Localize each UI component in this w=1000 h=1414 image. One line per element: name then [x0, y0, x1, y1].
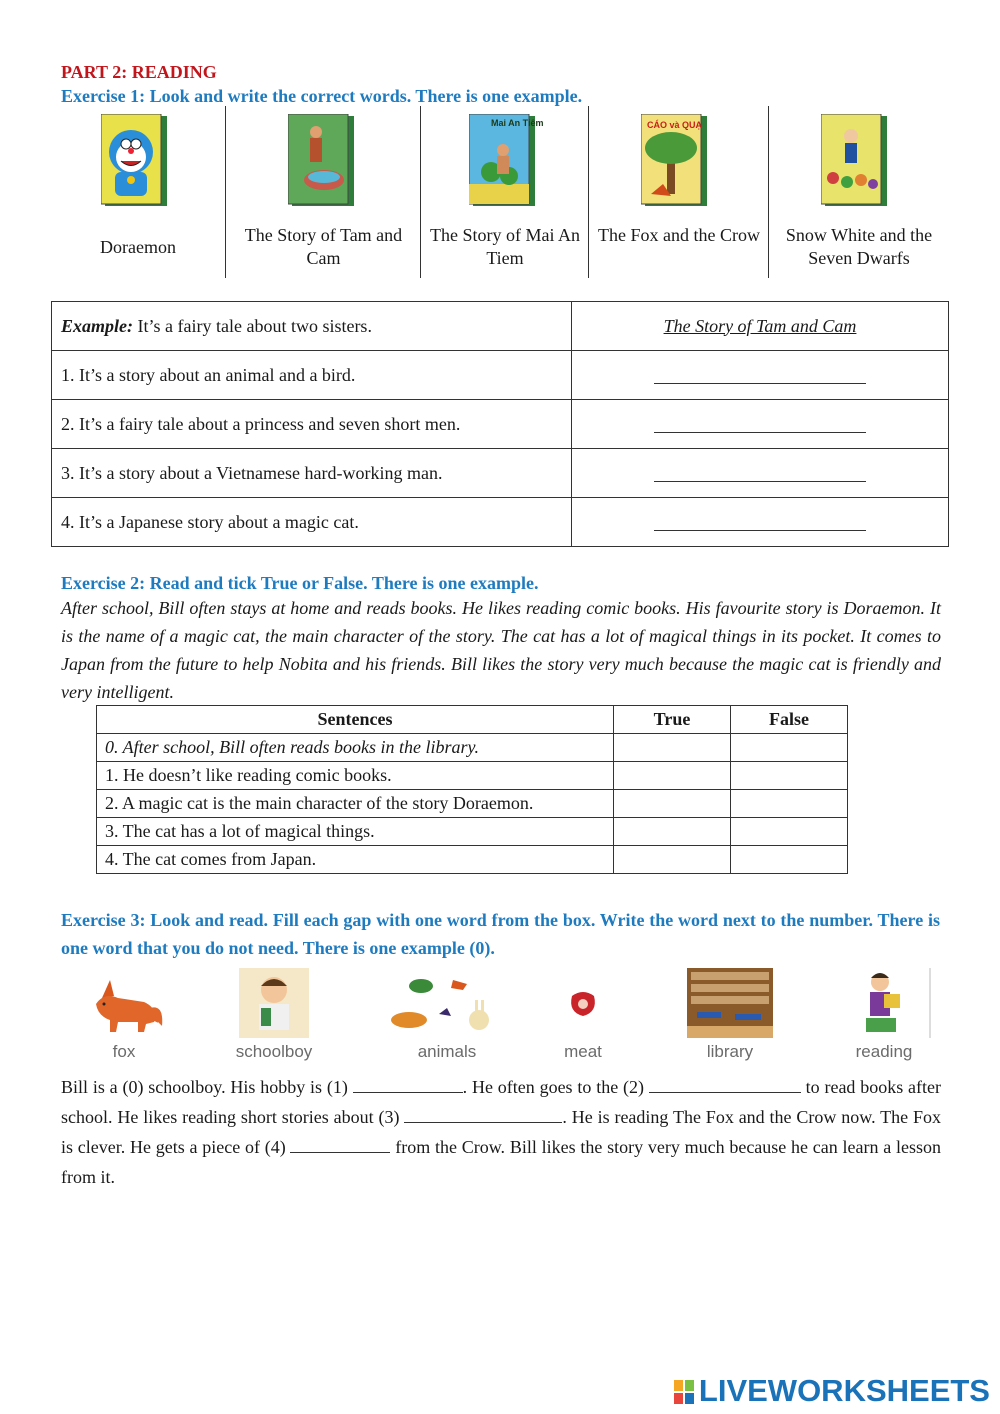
meat-icon: [558, 968, 608, 1038]
word-label: reading: [855, 1042, 913, 1061]
reading-passage: After school, Bill often stays at home and reads books. He likes reading comic books. His favourite story is Doraemon. It is the name of a magic cat, the main character of the story. The cat has a lot of magical things in its pocket. It comes to Japan from the future to help Nobita and his friends. Bill likes the story very much because the magic cat is friendly and very intelligent.: [61, 598, 941, 702]
header-false: False: [731, 706, 848, 734]
word-library: [687, 968, 773, 1068]
table-row: [97, 846, 848, 874]
book-tam-cam: [225, 106, 421, 278]
book-name: The Story of Tam and Cam: [244, 225, 403, 268]
header-true: True: [614, 706, 731, 734]
table-row: [52, 400, 949, 449]
animals-icon: [387, 968, 507, 1038]
table-row: [97, 762, 848, 790]
text-segment: Bill is a (0) schoolboy. His hobby is (1): [61, 1077, 348, 1097]
doraemon-book-icon: [101, 114, 171, 210]
false-cell[interactable]: [731, 818, 848, 846]
word-label: animals: [417, 1042, 477, 1061]
word-animals: [387, 968, 507, 1068]
example-text: It’s a fairy tale about two sisters.: [137, 315, 372, 336]
answer-input[interactable]: [654, 369, 866, 384]
true-cell[interactable]: [614, 818, 731, 846]
book-name: The Story of Mai An Tiem: [430, 225, 580, 268]
word-label: schoolboy: [235, 1042, 313, 1061]
liveworksheets-logo-icon: [674, 1380, 696, 1406]
schoolboy-icon: [239, 968, 309, 1038]
liveworksheets-logo: [674, 1373, 990, 1409]
book-snow-white: [768, 106, 949, 278]
table-row: [52, 302, 949, 351]
table-row: [97, 790, 848, 818]
answer-input[interactable]: [654, 418, 866, 433]
answer-cell: [572, 400, 949, 449]
sentence-text: 3. The cat has a lot of magical things.: [97, 818, 614, 846]
gap-3-input[interactable]: [404, 1104, 562, 1123]
answer-input[interactable]: [654, 516, 866, 531]
table-row: [97, 818, 848, 846]
logo-text: LIVEWORKSHEETS: [698, 1373, 990, 1408]
answer-cell: [572, 449, 949, 498]
fill-in-paragraph: [61, 1072, 941, 1192]
gap-4-input[interactable]: [290, 1134, 390, 1153]
true-cell[interactable]: [614, 790, 731, 818]
table-row: [52, 351, 949, 400]
gap-2-input[interactable]: [649, 1074, 801, 1093]
false-cell[interactable]: [731, 846, 848, 874]
false-cell[interactable]: [731, 762, 848, 790]
book-cover-text: CÁO và QUẠ: [647, 120, 703, 130]
book-name: Doraemon: [100, 237, 176, 257]
book-fox-crow: [588, 106, 769, 278]
exercise-1-title: Exercise 1: Look and write the correct words. There is one example.: [61, 86, 583, 106]
reading-icon: [836, 968, 932, 1038]
mai-an-tiem-book-icon: [469, 114, 539, 210]
false-cell[interactable]: [731, 790, 848, 818]
gap-1-input[interactable]: [353, 1074, 463, 1093]
snow-white-book-icon: [821, 114, 891, 210]
word-meat: [538, 968, 628, 1068]
book-doraemon: [51, 106, 225, 278]
part-title: PART 2: READING: [61, 62, 217, 82]
table-header-row: [97, 706, 848, 734]
answer-input[interactable]: [654, 467, 866, 482]
text-segment: to read books after school. He likes reading short stories about (3): [61, 1077, 942, 1127]
word-schoolboy: [229, 968, 319, 1068]
true-false-table: [96, 705, 848, 874]
book-gallery: [51, 106, 948, 278]
example-label: Example:: [61, 315, 133, 336]
false-cell[interactable]: [731, 734, 848, 762]
text-segment: . He is reading The Fox and the Crow now. The Fox is clever. He gets a piece of (4): [61, 1107, 941, 1157]
true-cell[interactable]: [614, 846, 731, 874]
exercise-3-title: Exercise 3: Look and read. Fill each gap with one word from the box. Write the word next to the number. There is one word that you do not need. There is one example (0).: [61, 910, 940, 958]
table-row: [52, 498, 949, 547]
table-row: [97, 734, 848, 762]
question-text: 1. It’s a story about an animal and a bird.: [52, 351, 572, 400]
example-sentence: 0. After school, Bill often reads books in the library.: [97, 734, 614, 762]
text-segment: from the Crow. Bill likes the story very much because he can learn a lesson from it.: [61, 1137, 942, 1187]
example-answer-cell: [572, 302, 949, 351]
exercise-2-title: Exercise 2: Read and tick True or False. There is one example.: [61, 573, 539, 593]
tam-cam-book-icon: [288, 114, 358, 210]
word-label: meat: [564, 1042, 602, 1061]
book-name: Snow White and the Seven Dwarfs: [785, 225, 933, 268]
library-icon: [687, 968, 773, 1038]
word-label: library: [706, 1042, 754, 1061]
example-answer: The Story of Tam and Cam: [663, 315, 857, 336]
word-fox: [79, 968, 169, 1068]
true-cell[interactable]: [614, 734, 731, 762]
sentence-text: 2. A magic cat is the main character of the story Doraemon.: [97, 790, 614, 818]
exercise-1-table: [51, 301, 949, 547]
sentence-text: 4. The cat comes from Japan.: [97, 846, 614, 874]
word-label: fox: [112, 1042, 136, 1061]
question-text: 2. It’s a fairy tale about a princess and seven short men.: [52, 400, 572, 449]
answer-cell: [572, 351, 949, 400]
word-box: [61, 968, 941, 1068]
answer-cell: [572, 498, 949, 547]
book-mai-an-tiem: [420, 106, 589, 278]
sentence-text: 1. He doesn’t like reading comic books.: [97, 762, 614, 790]
fox-icon: [84, 968, 164, 1038]
word-reading: [836, 968, 932, 1068]
header-sentences: Sentences: [97, 706, 614, 734]
example-cell: [52, 302, 572, 351]
text-segment: . He often goes to the (2): [462, 1077, 644, 1097]
true-cell[interactable]: [614, 762, 731, 790]
table-row: [52, 449, 949, 498]
question-text: 4. It’s a Japanese story about a magic cat.: [52, 498, 572, 547]
question-text: 3. It’s a story about a Vietnamese hard-working man.: [52, 449, 572, 498]
book-cover-text: Mai An Tiêm: [491, 118, 544, 128]
book-name: The Fox and the Crow: [598, 225, 760, 245]
